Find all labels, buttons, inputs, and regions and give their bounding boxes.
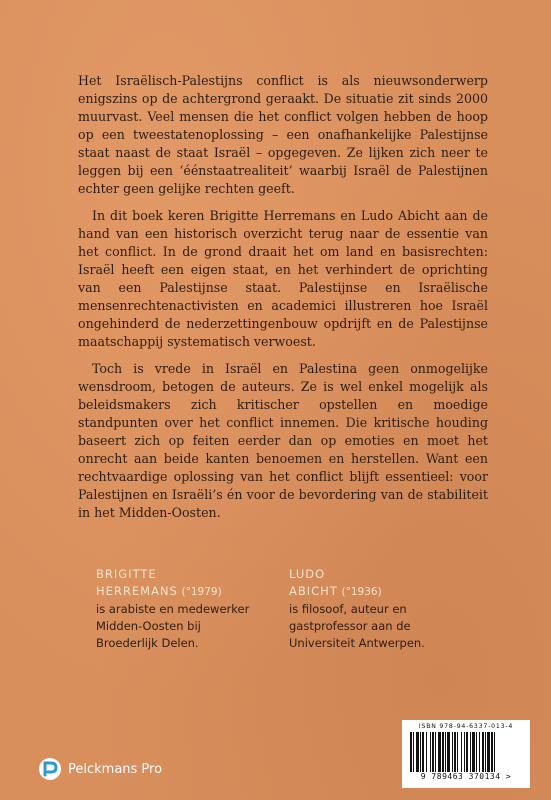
author-birth-year: (°1979) [181, 586, 222, 598]
author-first-name: LUDO [289, 567, 326, 581]
author-desc-line: Midden-Oosten bij [96, 619, 201, 633]
author-last-name: ABICHT [289, 584, 338, 598]
isbn-barcode-box [402, 720, 530, 788]
author-desc-line: is filosoof, auteur en [289, 602, 407, 616]
author-desc-line: gastprofessor aan de [289, 619, 411, 633]
author-last-name-line [289, 583, 479, 601]
author-last-name-line [96, 583, 286, 601]
author-birth-year: (°1936) [341, 586, 382, 598]
author-last-name: HERREMANS [96, 584, 178, 598]
publisher-name: Pelckmans Pro [68, 761, 163, 777]
blurb-text [78, 72, 488, 531]
blurb-paragraph-2: In dit boek keren Brigitte Herremans en Ludo Abicht aan de hand van een historisch overzicht terug naar de essentie van het conflict. In de grond draait het om land en basisrechten: Israël heeft een eigen staat, en het verhindert de oprichting van een Palestijnse staat. Palestijnse en Israëlische mensenrechtenactivisten en academici illustreren hoe Israël ongehinderd de nederzettingenbouw opdrijft en de Palestijnse maatschappij systematisch verwoest. [78, 208, 488, 349]
blurb-paragraph-3: Toch is vrede in Israël en Palestina geen onmogelijke wensdroom, betogen de auteurs. Ze is wel enkel mogelijk als beleidsmakers zich kritischer opstellen en moedige standpunten over het conflict innemen. Die kritische houding baseert zich op feiten eerder dan op emoties en moet het onrecht aan beide kanten benoemen en herstellen. Want een rechtvaardige oplossing van het conflict blijft essentieel: voor Palestijnen en Israëli’s én voor de bevordering van de stabiliteit in het Midden-Oosten. [78, 361, 488, 520]
isbn-label: ISBN 978-94-6337-013-4 [418, 723, 514, 730]
blurb-paragraph-1: Het Israëlisch-Palestijns conflict is als nieuwsonderwerp enigszins op de achtergrond geraakt. De situatie zit sinds 2000 muurvast. Veel mensen die het conflict volgen hebben de hoop op een tweestatenoplossing – een onafhankelijke Palestijnse staat naast de staat Israël – opgegeven. Ze lijken zich neer te leggen bij een ‘éénstaatrealiteit’ waarbij Israël de Palestijnen echter geen gelijke rechten geeft. [78, 73, 488, 196]
publisher-logo [38, 757, 162, 781]
author-bio-abicht [289, 566, 479, 652]
author-desc-line: Universiteit Antwerpen. [289, 636, 425, 650]
author-first-name: BRIGITTE [96, 567, 157, 581]
barcode-digits: 9 789463 370134 > [420, 772, 512, 781]
author-desc-line: is arabiste en medewerker [96, 602, 250, 616]
barcode-icon [408, 732, 524, 772]
author-bio-herremans [96, 566, 286, 652]
author-desc-line: Broederlijk Delen. [96, 636, 199, 650]
pelckmans-logo-icon [38, 757, 62, 781]
